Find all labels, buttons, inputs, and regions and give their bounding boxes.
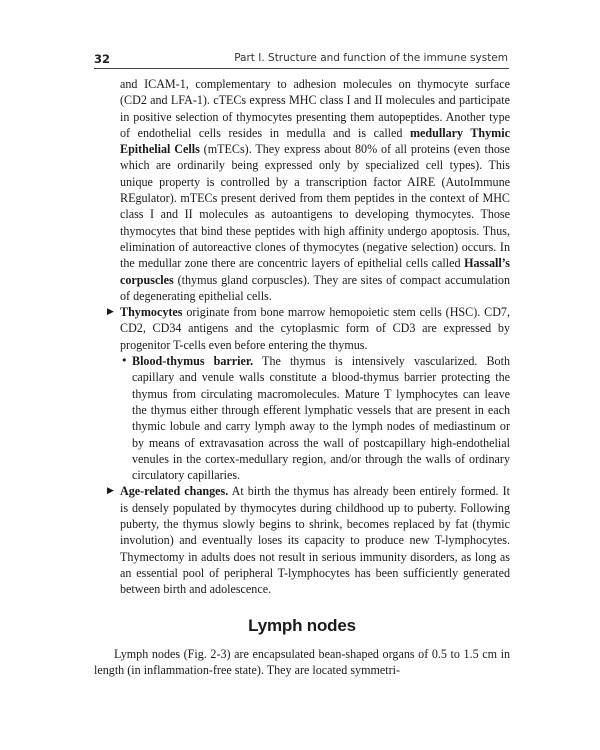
term-thymocytes: Thymocytes [120, 305, 183, 320]
term-hassall: Hassall’s corpuscles [120, 256, 510, 287]
arrow-bullet-icon: ▶ [107, 307, 114, 318]
main-text [94, 76, 510, 678]
running-title: Part I. Structure and function of the immune system [234, 52, 508, 64]
dot-bullet-icon: • [121, 354, 128, 368]
term-mtec: medullary Thymic Epithelial Cells [120, 125, 510, 157]
list-item-age-changes [94, 483, 510, 597]
intro-paragraph [94, 76, 510, 304]
section-paragraph: Lymph nodes (Fig. 2-3) are encapsulated bean-shaped organs of 0.5 to 1.5 cm in length (in inflammation-free state). They are located symmetri- [94, 646, 510, 677]
thymocytes-text: originate from bone marrow hemopoietic stem cells (HSC). CD7, CD2, CD34 antigens and the cytoplasmic form of CD3 are expressed by progenitor T-cells even before entering the thymus. [120, 305, 510, 352]
arrow-bullet-icon: ▶ [107, 486, 114, 497]
blood-barrier-text: The thymus is intensively vascularized. Both capillary and venule walls constitute a blood-thymus barrier protecting the thymus from circulating macromolecules. Mature T lymphocytes can leave the thymus either through efferent lymphatic vessels that are present in each thymic lobule and carry lymph away to the lymph nodes of mediastinum or by means of extravasation across the wall of postcapillary high-endothelial venules in the cortex-medullary region, and/or through the walls of ordinary circulatory capillaries. [132, 354, 511, 483]
intro-text-1: and ICAM-1, complementary to adhesion molecules on thymocyte surface (CD2 and LFA-1). cTECs express MHC class I and II molecules and participate in positive selection of thymocytes presenting them autopeptides. Another type of endothelial cells resides in medulla and is called [120, 77, 510, 140]
page-number: 32 [94, 52, 111, 66]
section-heading: Lymph nodes [248, 615, 356, 635]
intro-text-3: (thymus gland corpuscles). They are sites of compact accumulation of degenerating epithelial cells. [120, 272, 510, 303]
list-item-blood-thymus-barrier [94, 353, 510, 483]
term-blood-thymus-barrier: Blood-thymus barrier. [132, 354, 254, 369]
age-changes-text: At birth the thymus has already been entirely formed. It is densely populated by thymocytes during childhood up to puberty. Following puberty, the thymus slowly begins to shrink, becomes replaced by fat (thymic involution) and eventually loses its capacity to produce new T-lymphocytes. Thymectomy in adults does not result in serious immunity disorders, as long as an essential pool of peripheral T-lymphocytes has been sufficiently generated between birth and adolescence. [120, 484, 510, 597]
list-item-thymocytes [94, 304, 510, 353]
term-age-changes: Age-related changes. [120, 484, 229, 499]
intro-text-2: (mTECs). They express about 80% of all proteins (even those which are ordinarily being expressed only by specialized cell types). This unique property is controlled by a transcription factor AIRE (AutoImmune REgulator). mTECs present derived from them peptides in the context of MHC class I and II molecules as autoantigens to developing thymocytes. Those thymocytes that bind these peptides with high affinity undergo apoptosis. Thus, elimination of autoreactive clones of thymocytes (negative selection) occurs. In the medullar zone there are concentric layers of epithelial cells called [120, 142, 511, 271]
header-rule [94, 68, 509, 69]
